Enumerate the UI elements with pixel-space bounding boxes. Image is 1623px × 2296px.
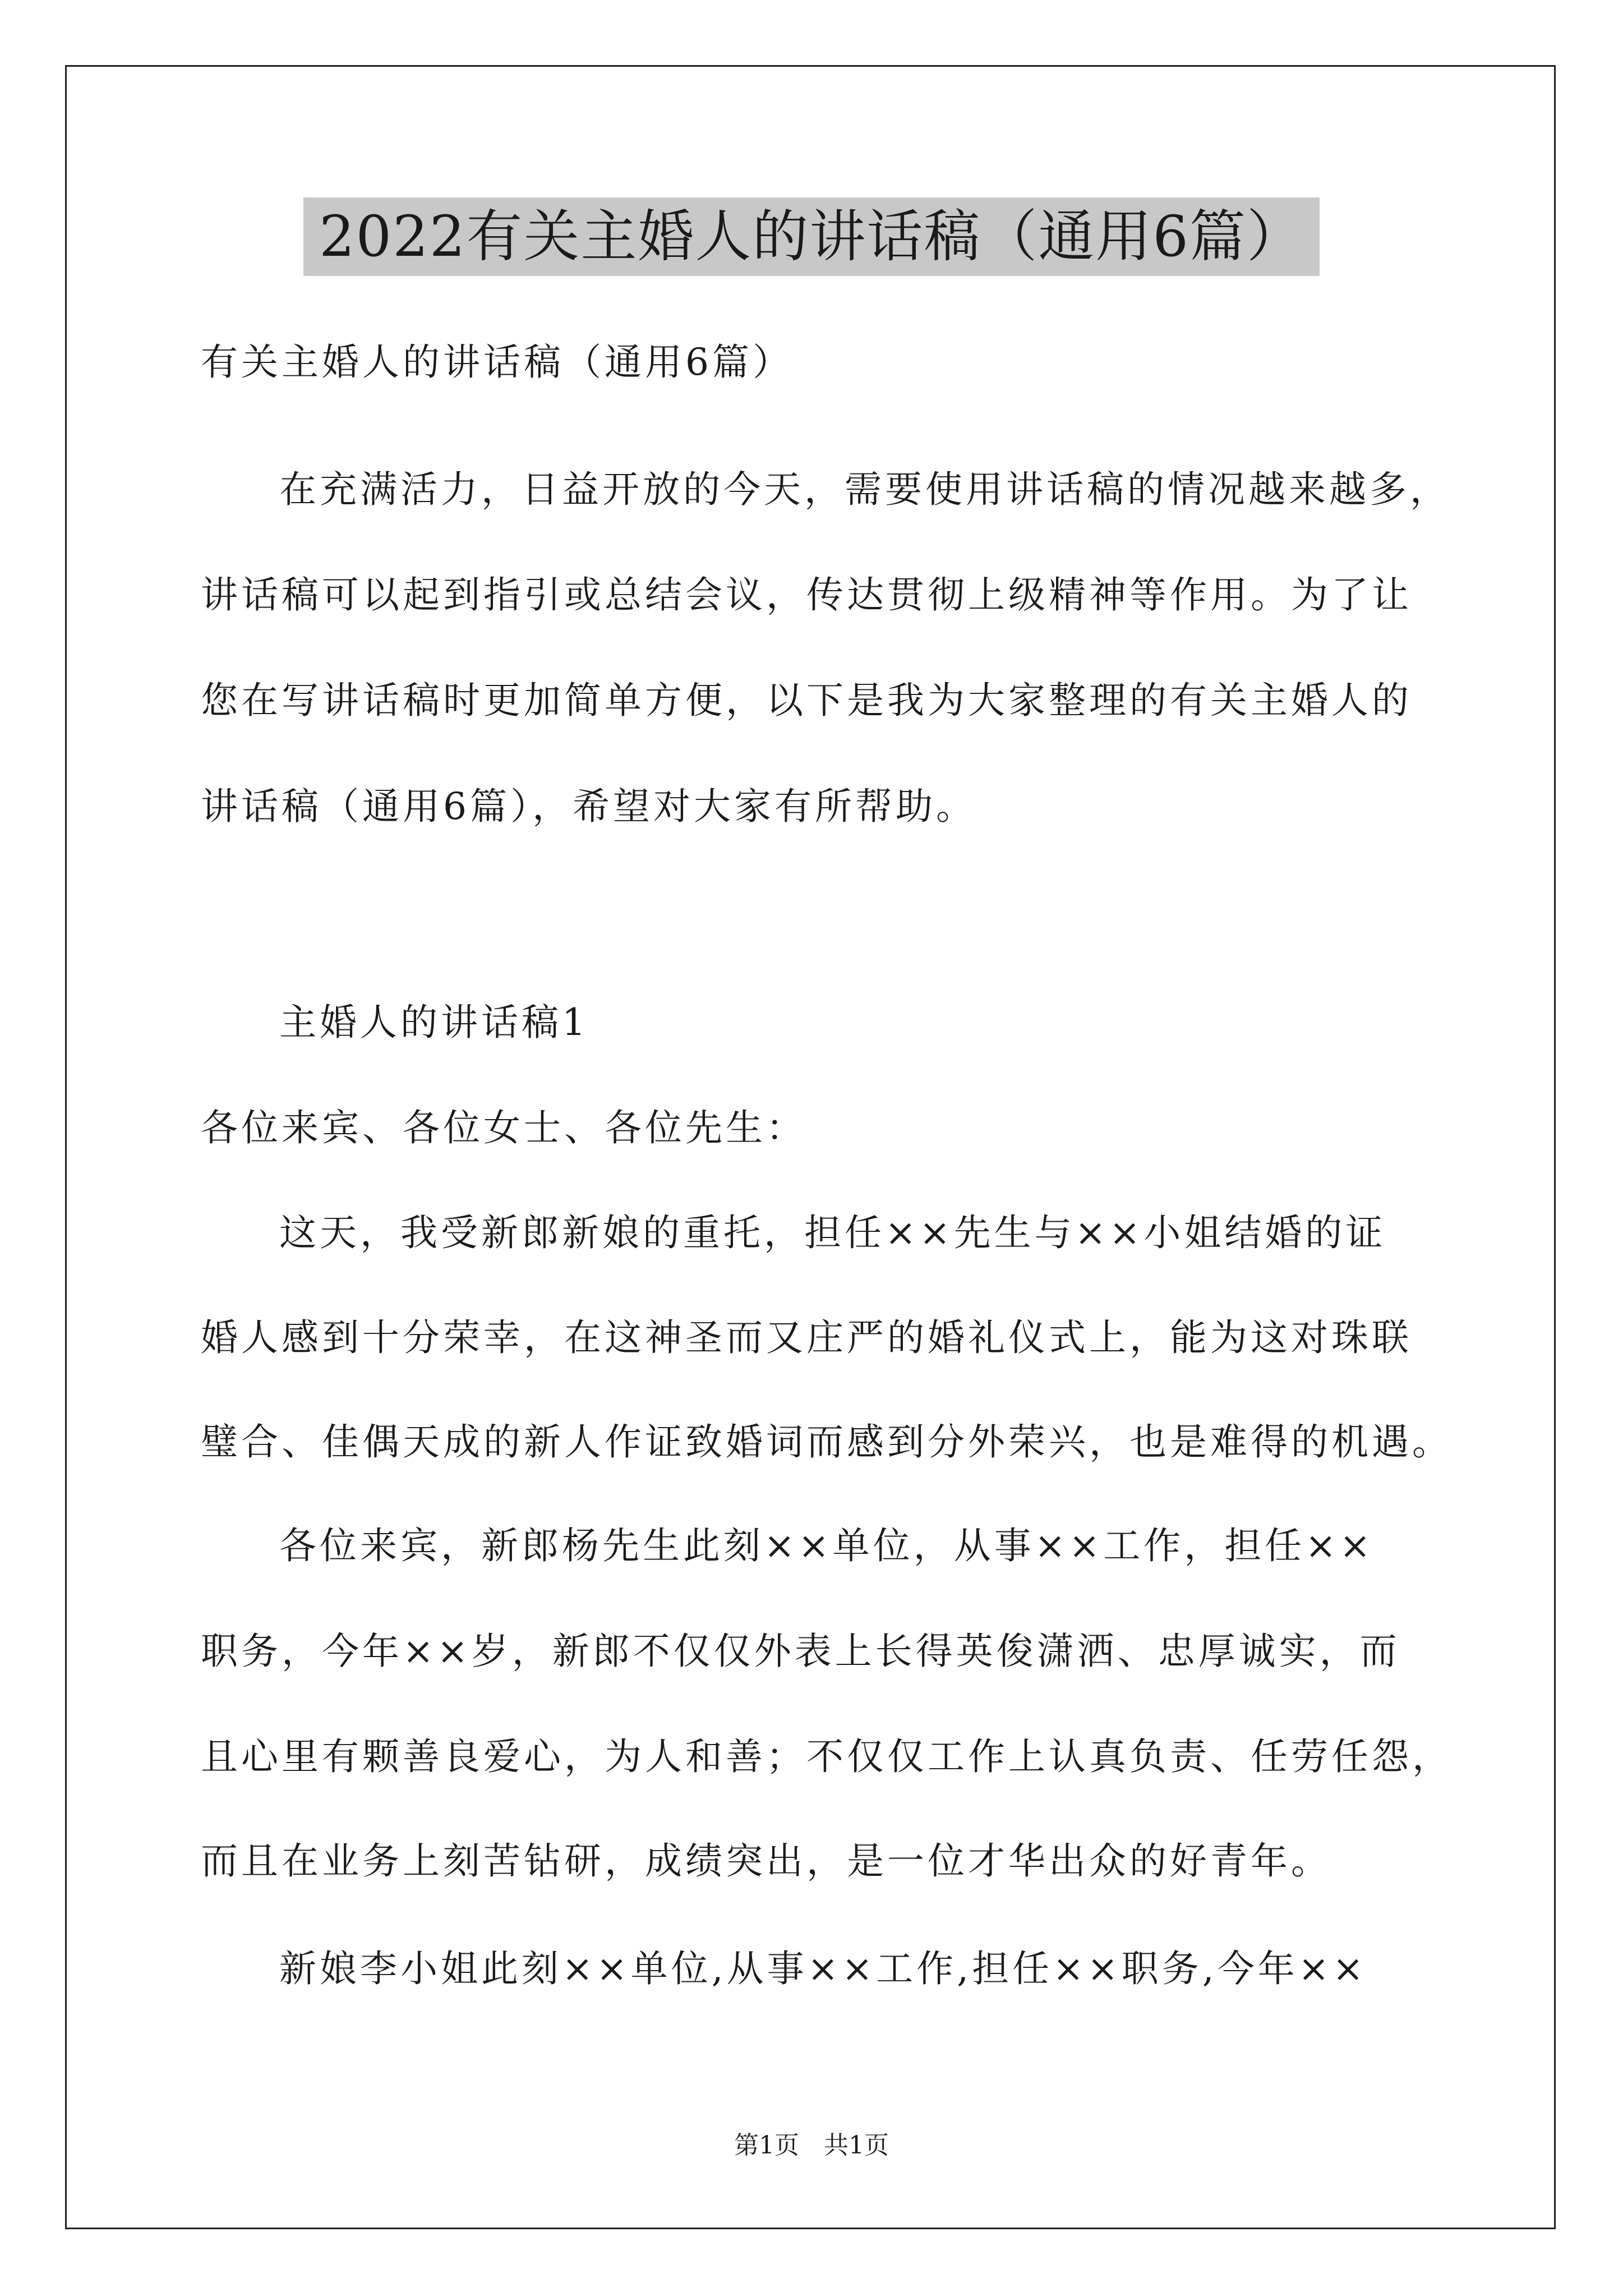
document-title: 2022有关主婚人的讲话稿（通用6篇） [303, 197, 1320, 276]
paragraph-line: 这天，我受新郎新娘的重托，担任××先生与××小姐结婚的证 [279, 1211, 1386, 1254]
section-heading: 主婚人的讲话稿1 [279, 1001, 589, 1044]
subtitle-line: 有关主婚人的讲话稿（通用6篇） [201, 341, 793, 384]
paragraph-line: 在充满活力，日益开放的今天，需要使用讲话稿的情况越来越多， [279, 468, 1450, 511]
salutation-line: 各位来宾、各位女士、各位先生： [201, 1106, 806, 1149]
paragraph-line: 您在写讲话稿时更加简单方便，以下是我为大家整理的有关主婚人的 [201, 679, 1412, 722]
paragraph-line: 而且在业务上刻苦钻研，成绩突出，是一位才华出众的好青年。 [201, 1839, 1331, 1883]
title-container [0, 197, 1623, 276]
paragraph-line: 且心里有颗善良爱心，为人和善；不仅仅工作上认真负责、任劳任怨， [201, 1735, 1453, 1778]
paragraph-line: 婚人感到十分荣幸，在这神圣而又庄严的婚礼仪式上，能为这对珠联 [201, 1316, 1412, 1359]
paragraph-line: 讲话稿可以起到指引或总结会议，传达贯彻上级精神等作用。为了让 [201, 573, 1412, 616]
paragraph-line: 职务，今年××岁，新郎不仅仅外表上长得英俊潇洒、忠厚诚实，而 [201, 1630, 1400, 1673]
paragraph-line: 讲话稿（通用6篇），希望对大家有所帮助。 [201, 785, 976, 828]
paragraph-line: 璧合、佳偶天成的新人作证致婚词而感到分外荣兴，也是难得的机遇。 [201, 1420, 1453, 1464]
page-footer: 第1页 共1页 [734, 2131, 889, 2160]
paragraph-line: 各位来宾，新郎杨先生此刻××单位，从事××工作，担任×× [279, 1524, 1374, 1567]
paragraph-line: 新娘李小姐此刻××单位,从事××工作,担任××职务,今年×× [279, 1947, 1367, 1990]
